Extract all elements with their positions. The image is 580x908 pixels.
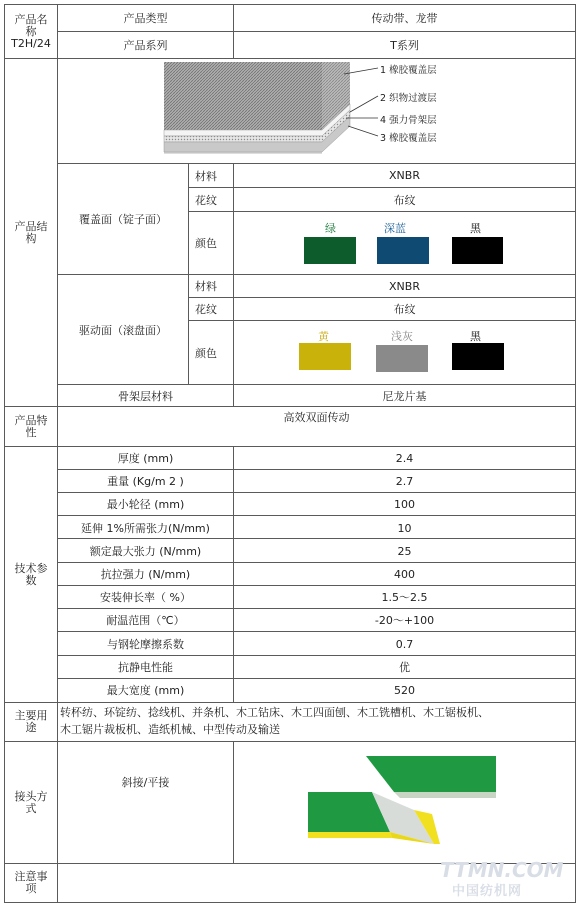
diagram-label-2: 2 织物过渡层	[380, 93, 437, 104]
tech-row-name: 重量 (Kg/m 2 )	[107, 475, 184, 488]
feature-label: 产品特性	[14, 413, 48, 439]
tech-row-value: 520	[394, 683, 415, 697]
tech-row-value: 优	[399, 661, 410, 674]
tech-row-name: 抗静电性能	[118, 661, 173, 674]
watermark-subtext: 中国纺机网	[452, 884, 523, 899]
rule	[4, 58, 576, 59]
tech-row-value: 2.4	[395, 451, 414, 465]
product-series-label: 产品系列	[123, 39, 168, 52]
border-right	[575, 4, 576, 903]
drive-color-yellow-label: 黄	[318, 330, 329, 343]
tech-row-value: 25	[397, 544, 412, 558]
top-face-label: 覆盖面（锭子面）	[79, 213, 167, 226]
drive-color-gray-label: 浅灰	[391, 330, 413, 343]
tech-row-value: 100	[394, 497, 415, 511]
diagram-label-3: 3 橡胶覆盖层	[380, 133, 437, 144]
skeleton-label: 骨架层材料	[118, 389, 173, 403]
tech-row-value: 1.5～2.5	[381, 591, 428, 604]
diagram-label-1: 1 橡胶覆盖层	[380, 65, 437, 76]
top-color-black-label: 黑	[470, 222, 481, 235]
product-type-value: 传动带、龙带	[371, 12, 438, 25]
joint-diagram	[304, 752, 504, 848]
top-color-green-swatch	[304, 237, 356, 264]
top-material-value: XNBR	[389, 169, 420, 182]
usage-text	[60, 704, 574, 738]
tech-row-value: 2.7	[395, 474, 414, 488]
drive-color-label: 颜色	[195, 346, 217, 360]
skeleton-value: 尼龙片基	[382, 389, 427, 403]
tech-row-name: 额定最大张力 (N/mm)	[89, 545, 202, 558]
tech-row-value: 0.7	[395, 637, 414, 651]
diagram-label-4: 4 强力骨架层	[380, 115, 437, 126]
top-color-label: 颜色	[195, 237, 217, 250]
top-color-navy-label: 深蓝	[384, 222, 406, 235]
rule	[57, 631, 576, 632]
usage-line-2: 木工锯片裁板机、造纸机械、中型传动及输送	[60, 723, 280, 736]
tech-row-value: -20～+100	[374, 614, 435, 627]
structure-label: 产品结构	[14, 219, 48, 245]
drive-color-yellow-swatch	[299, 343, 351, 370]
joint-value: 斜接/平接	[121, 776, 170, 789]
belt-structure-diagram	[162, 60, 352, 160]
top-color-black-swatch	[452, 237, 503, 264]
product-type-label: 产品类型	[123, 12, 168, 25]
border-bottom	[4, 902, 576, 903]
watermark-logo-text: TTMN.COM	[440, 858, 564, 882]
product-name-label: 产品名称 T2H/24	[11, 12, 51, 50]
usage-label: 主要用途	[14, 709, 48, 734]
feature-value: 高效双面传动	[283, 411, 350, 424]
rule	[233, 741, 234, 864]
rule	[188, 320, 576, 321]
drive-face-label: 驱动面（滚盘面）	[79, 323, 167, 337]
top-pattern-label: 花纹	[195, 193, 217, 207]
drive-pattern-value: 布纹	[393, 303, 416, 316]
rule	[188, 211, 576, 212]
drive-color-gray-swatch	[376, 345, 428, 372]
drive-color-black-swatch	[452, 343, 504, 370]
tech-row-name: 与钢轮摩擦系数	[107, 638, 184, 651]
notes-label: 注意事项	[14, 870, 48, 895]
top-color-green-label: 绿	[325, 222, 336, 235]
drive-material-value: XNBR	[389, 279, 420, 293]
tech-label: 技术参数	[14, 561, 48, 587]
tech-row-name: 厚度 (mm)	[117, 452, 174, 465]
tech-row-name: 最大宽度 (mm)	[106, 684, 185, 697]
tech-row-value: 400	[394, 567, 415, 581]
top-color-navy-swatch	[377, 237, 429, 264]
tech-row-name: 最小轮径 (mm)	[106, 498, 185, 511]
drive-color-black-label: 黑	[470, 330, 481, 343]
drive-material-label: 材料	[195, 280, 217, 293]
tech-row-name: 安装伸长率（ %）	[100, 591, 191, 604]
usage-line-1: 转杯纺、环锭纺、捻线机、并条机、木工钻床、木工四面刨、木工铣槽机、木工锯板机、	[60, 706, 489, 719]
tech-row-name: 耐温范围（℃）	[106, 614, 185, 627]
rule	[57, 515, 576, 516]
top-material-label: 材料	[195, 169, 217, 183]
rule	[4, 702, 576, 703]
drive-pattern-label: 花纹	[195, 303, 217, 316]
top-pattern-value: 布纹	[393, 193, 416, 207]
tech-row-value: 10	[397, 521, 412, 535]
product-series-value: T系列	[390, 39, 419, 52]
tech-row-name: 抗拉强力 (N/mm)	[100, 568, 191, 581]
joint-label: 接头方式	[14, 789, 48, 815]
tech-row-name: 延伸 1%所需张力(N/mm)	[81, 522, 210, 535]
